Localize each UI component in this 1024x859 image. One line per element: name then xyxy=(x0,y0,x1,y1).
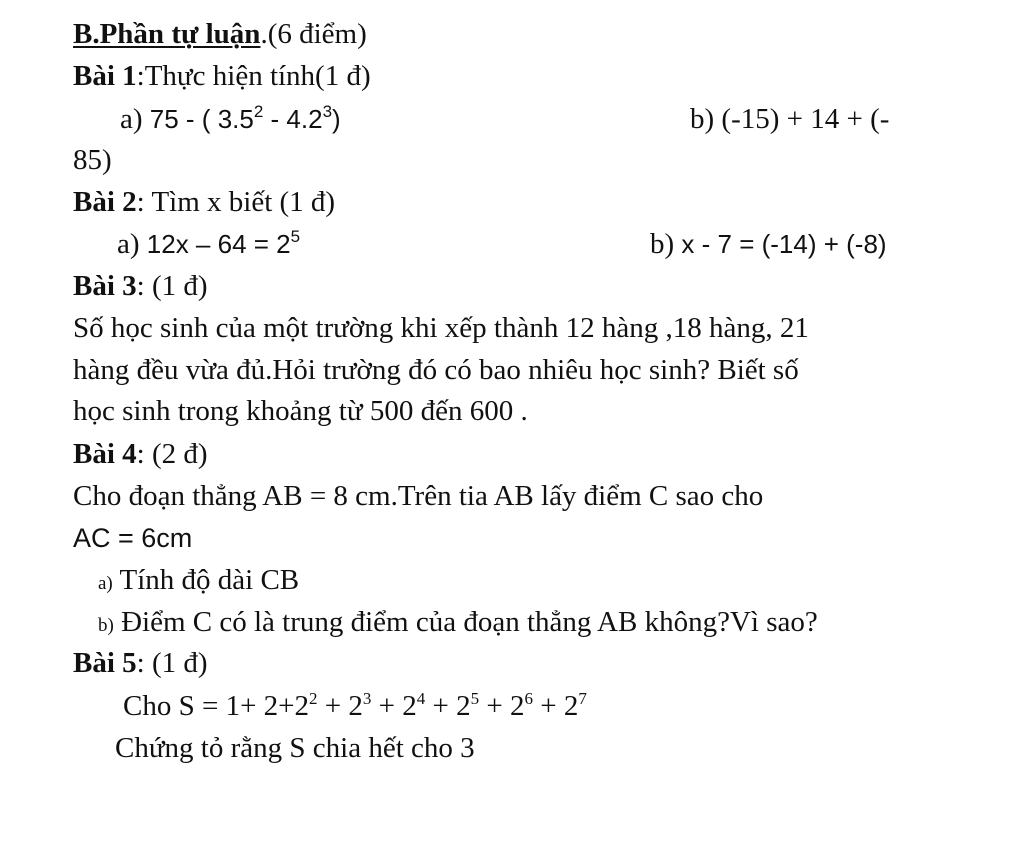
bai2-text: : Tìm x biết (1 đ) xyxy=(136,186,336,218)
section-title: B.Phần tự luận xyxy=(73,18,261,50)
bai4-part-a xyxy=(98,562,299,602)
bai1-part-b: b) (-15) + 14 + (- xyxy=(690,103,890,135)
bai2-a-label: a) xyxy=(117,228,140,260)
bai4-part-b xyxy=(98,604,818,644)
bai2-heading xyxy=(73,184,335,220)
bai3-text: : (1 đ) xyxy=(136,270,208,302)
bai3-line-2: hàng đều vừa đủ.Hỏi trường đó có bao nhiêu học sinh? Biết số xyxy=(73,354,799,386)
bai3-label: Bài 3 xyxy=(73,270,137,302)
bai1-a-label: a) xyxy=(120,103,143,135)
bai2-part-b xyxy=(650,226,887,262)
bai4-a-label: a) xyxy=(98,573,113,594)
bai3-heading xyxy=(73,268,208,304)
bai1-heading xyxy=(73,58,371,94)
bai4-line-2: AC = 6cm xyxy=(73,523,193,553)
bai3-line-3: học sinh trong khoảng từ 500 đến 600 . xyxy=(73,395,528,427)
bai1-a-expression: 75 - ( $3.5^2 - 4.2^3$) xyxy=(149,102,341,134)
bai5-sum-expression: Cho $S = 1+ 2+2^2 + 2^3 + 2^4 + 2^5 + 2^6 + 2^7$ xyxy=(123,689,587,722)
section-points: .(6 điểm) xyxy=(260,18,367,50)
bai2-part-a xyxy=(117,226,300,262)
bai4-line-1: Cho đoạn thẳng AB = 8 cm.Trên tia AB lấy điểm C sao cho xyxy=(73,480,764,512)
bai5-label: Bài 5 xyxy=(73,647,137,679)
bai2-b-label: b) xyxy=(650,228,675,260)
bai4-heading xyxy=(73,436,208,472)
bai4-b-label: b) xyxy=(98,615,114,636)
bai1-label: Bài 1 xyxy=(73,60,137,92)
bai4-text: : (2 đ) xyxy=(136,438,208,470)
bai5-heading xyxy=(73,645,208,681)
bai5-text: : (1 đ) xyxy=(136,647,208,679)
bai4-label: Bài 4 xyxy=(73,438,137,470)
bai4-a-text: Tính độ dài CB xyxy=(112,564,300,596)
section-heading xyxy=(73,16,367,52)
bai5-conclusion: Chứng tỏ rằng S chia hết cho 3 xyxy=(115,732,475,764)
bai3-line-1: Số học sinh của một trường khi xếp thành 12 hàng ,18 hàng, 21 xyxy=(73,312,809,344)
bai4-b-text: Điểm C có là trung điểm của đoạn thẳng AB không?Vì sao? xyxy=(113,606,818,638)
bai1-text: :Thực hiện tính(1 đ) xyxy=(136,60,371,92)
bai2-b-expression: x - 7 = (-14) + (-8) xyxy=(681,229,887,259)
bai2-label: Bài 2 xyxy=(73,186,137,218)
bai2-a-expression: $12x - 64 = 2^5$ xyxy=(146,227,301,259)
bai1-part-a xyxy=(120,101,341,137)
bai1-part-b-continued: 85) xyxy=(73,144,112,176)
